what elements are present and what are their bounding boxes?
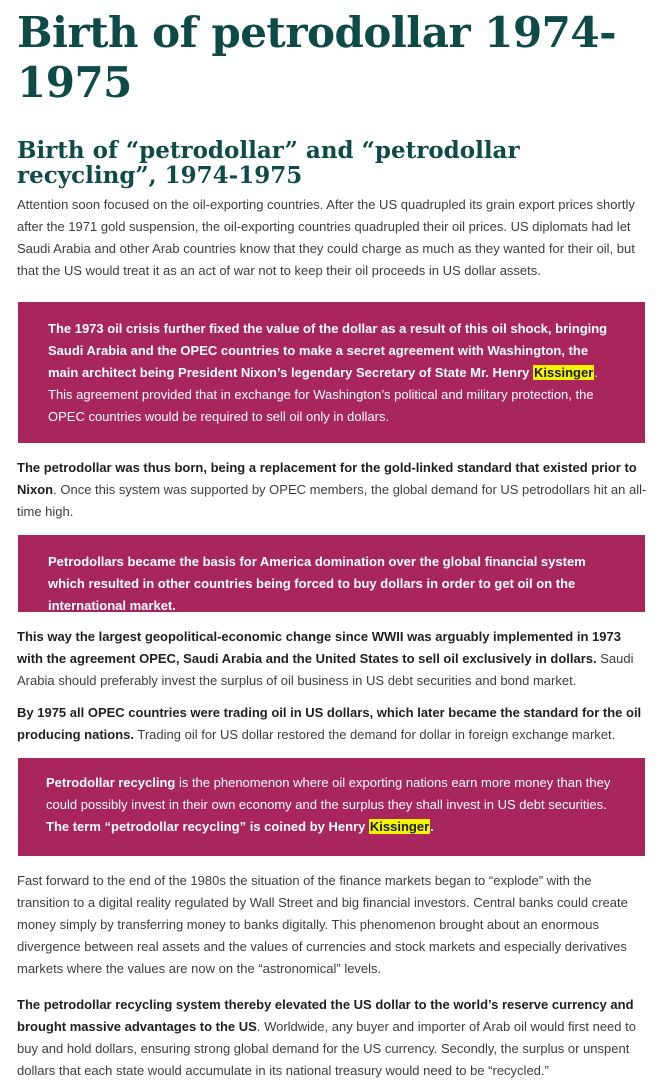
rest-text: . Worldwide, any buyer and importer of Arab oil would first need to buy and hold dollars, ensuring strong global demand for the US currency. Secondly, the surplus or unspent dollars that each state would accumulate in its national treasury would need to be “recycled.” xyxy=(17,1019,636,1078)
callout-bold-text: Petrodollars became the basis for America domination over the global financial system which resulted in other countries being forced to buy dollars in order to get oil on the international market. xyxy=(48,554,586,613)
rest-text: . Once this system was supported by OPEC members, the global demand for US petrodollars hit an all-time high. xyxy=(17,482,647,519)
article xyxy=(17,0,647,1082)
bold-text: The petrodollar recycling system thereby elevated the US dollar to the world’s reserve currency and brought massive advantages to the US xyxy=(17,997,634,1034)
callout-box-domination xyxy=(18,535,645,612)
callout-plain-text: is the phenomenon where oil exporting nations earn more money than they could possibly invest in their own economy and the surplus they shall invest in US debt securities. xyxy=(46,775,611,812)
paragraph-petrodollar-born xyxy=(17,457,647,523)
callout-text xyxy=(48,551,615,617)
callout-bold-text: The 1973 oil crisis further fixed the value of the dollar as a result of this oil shock, bringing Saudi Arabia and the OPEC countries to make a secret agreement with Washington, the main architect being President Nixon’s legendary Secretary of State Mr. Henry xyxy=(48,321,608,380)
callout-box-recycling xyxy=(18,758,645,856)
callout-text xyxy=(46,772,617,838)
callout-end: . xyxy=(430,819,434,834)
bold-text: By 1975 all OPEC countries were trading oil in US dollars, which later became the standard for the oil producing nations. xyxy=(17,705,642,742)
rest-text: Trading oil for US dollar restored the demand for dollar in foreign exchange market. xyxy=(134,727,616,742)
callout-bold-text: The term “petrodollar recycling” is coined by Henry xyxy=(46,819,369,834)
section-heading: Birth of “petrodollar” and “petrodollar recycling”, 1974-1975 xyxy=(17,137,520,189)
callout-bold-term: Petrodollar recycling xyxy=(46,775,176,790)
page-title: Birth of petrodollar 1974-1975 xyxy=(17,8,617,107)
paragraph-1975-trading xyxy=(17,702,647,746)
callout-rest-text: . This agreement provided that in exchange for Washington’s political and military protection, the OPEC countries would be required to sell oil only in dollars. xyxy=(48,365,598,424)
rest-text: Saudi Arabia should preferably invest the surplus of oil business in US debt securities and bond market. xyxy=(17,651,634,688)
bold-text: This way the largest geopolitical-economic change since WWII was arguably implemented in 1973 with the agreement OPEC, Saudi Arabia and the United States to sell oil exclusively in dollars. xyxy=(17,629,621,666)
highlighted-term: Kissinger xyxy=(534,365,594,380)
highlighted-term: Kissinger xyxy=(369,819,430,834)
paragraph-1980s-markets: Fast forward to the end of the 1980s the situation of the finance markets began to “explode” with the transition to a digital reality regulated by Wall Street and big financial investors. Central banks could create money simply by transferring money to banks digitally. This phenomenon brought about an enormous divergence between real assets and the values of currencies and stock markets and especially derivatives markets where the values are now on the “astronomical” levels. xyxy=(17,873,628,976)
intro-paragraph: Attention soon focused on the oil-exporting countries. After the US quadrupled its grain export prices shortly after the 1971 gold suspension, the oil-exporting countries quadrupled their oil prices. US diplomats had let Saudi Arabia and other Arab countries know that they could charge as much as they wanted for their oil, but that the US would treat it as an act of war not to keep their oil proceeds in US dollar assets. xyxy=(17,197,635,278)
callout-text xyxy=(48,318,615,428)
bold-text: The petrodollar was thus born, being a replacement for the gold-linked standard that existed prior to Nixon xyxy=(17,460,637,497)
callout-box-oil-crisis xyxy=(18,302,645,443)
paragraph-reserve-currency xyxy=(17,994,647,1082)
paragraph-geopolitical-change xyxy=(17,626,647,692)
